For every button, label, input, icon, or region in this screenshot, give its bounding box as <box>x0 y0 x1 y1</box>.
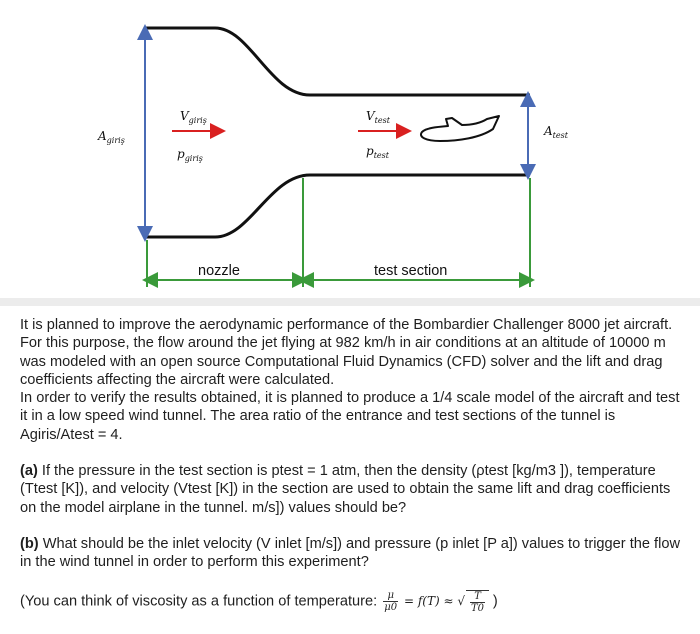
intro-paragraph-1: It is planned to improve the aerodynamic performance of the Bombardier Challenger 8000 jet aircraft. For this purpose, the flow around the jet flying at 982 km/h in air conditions at an altitude of 10000 m was modeled with an open source Computational Fluid Dynamics (CFD) solver and the lift and drag coefficients affecting the aircraft were calculated. <box>20 317 673 388</box>
viscosity-note-text: (You can think of viscosity as a function of temperature: <box>20 593 378 610</box>
tunnel-lower-wall <box>145 175 530 237</box>
test-velocity-label: $V_{test}$ <box>366 109 390 125</box>
viscosity-note-close: ) <box>492 593 498 610</box>
part-b-question <box>20 535 688 572</box>
part-a-text: If the pressure in the test section is ptest = 1 atm, then the density (ρtest [kg/m3 ]), temperature (Ttest [K]), and velocity (Vtest [K]) in the section are used to obtain the same lift and drag coefficients on the model airplane in the tunnel. m/s]) values should be? <box>20 463 671 516</box>
part-b-label: (b) <box>20 535 39 552</box>
tunnel-upper-wall <box>145 28 530 95</box>
test-section-label: test section <box>374 263 448 279</box>
inlet-pressure-label: $p_{giriş}$ <box>177 147 203 163</box>
test-pressure-label: $p_{test}$ <box>366 144 389 160</box>
inlet-area-label: $A_{giriş}$ <box>98 129 125 145</box>
wind-tunnel-diagram <box>0 0 700 300</box>
section-divider <box>0 298 700 306</box>
part-a-label: (a) <box>20 463 38 480</box>
viscosity-formula: $\frac{\mu}{\mu 0}$ = f(T) ≈ √ $\frac{T}{T0}$ <box>381 594 493 608</box>
intro-paragraph-2: In order to verify the results obtained, it is planned to produce a 1/4 scale model of the aircraft and test it in a low speed wind tunnel. The area ratio of the entrance and test sections of the tunnel is Agiris/Atest = 4. <box>20 390 680 443</box>
test-area-label: $A_{test}$ <box>544 124 568 140</box>
problem-statement <box>20 316 688 614</box>
part-b-text: What should be the inlet velocity (V inlet [m/s]) and pressure (p inlet [P a]) values to trigger the flow in the wind tunnel in order to perform this experiment? <box>20 535 680 571</box>
inlet-velocity-label: $V_{giriş}$ <box>180 109 207 125</box>
viscosity-note <box>20 590 688 614</box>
part-a-question <box>20 462 688 517</box>
aircraft-model-icon <box>421 116 499 141</box>
nozzle-label: nozzle <box>198 263 240 279</box>
